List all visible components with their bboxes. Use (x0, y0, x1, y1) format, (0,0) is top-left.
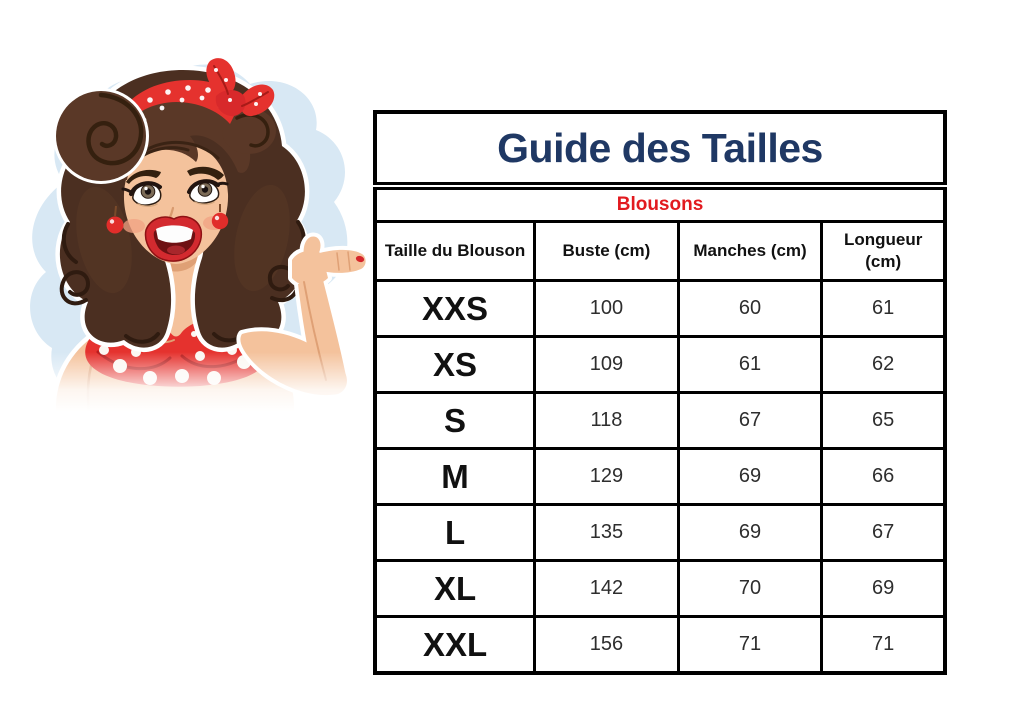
sleeves-cell: 70 (678, 561, 822, 617)
column-header-size: Taille du Blouson (375, 222, 535, 281)
size-cell: XXS (375, 281, 535, 337)
pinup-illustration (0, 0, 373, 460)
column-header-sleeves: Manches (cm) (678, 222, 822, 281)
table-row (375, 393, 945, 449)
length-cell: 61 (822, 281, 945, 337)
sleeves-cell: 69 (678, 449, 822, 505)
size-cell: XL (375, 561, 535, 617)
length-cell: 62 (822, 337, 945, 393)
size-cell: L (375, 505, 535, 561)
bust-cell: 118 (535, 393, 679, 449)
table-row (375, 505, 945, 561)
length-cell: 66 (822, 449, 945, 505)
bust-cell: 142 (535, 561, 679, 617)
left-blush (123, 219, 145, 233)
sleeves-cell: 69 (678, 505, 822, 561)
size-cell: S (375, 393, 535, 449)
header-row (375, 222, 945, 281)
size-guide-table (373, 110, 947, 675)
sleeves-cell: 60 (678, 281, 822, 337)
victory-roll-curl (56, 91, 146, 181)
bust-cell: 129 (535, 449, 679, 505)
size-cell: M (375, 449, 535, 505)
category-label: Blousons (375, 186, 945, 222)
title-row (375, 112, 945, 186)
bottom-white (0, 430, 373, 460)
size-cell: XXL (375, 617, 535, 674)
table-row (375, 337, 945, 393)
column-header-bust: Buste (cm) (535, 222, 679, 281)
table-row (375, 617, 945, 674)
page-title: Guide des Tailles (375, 112, 945, 186)
length-cell: 71 (822, 617, 945, 674)
bust-cell: 156 (535, 617, 679, 674)
length-cell: 67 (822, 505, 945, 561)
table-row (375, 449, 945, 505)
size-cell: XS (375, 337, 535, 393)
sleeves-cell: 67 (678, 393, 822, 449)
teeth (156, 225, 193, 242)
table-row (375, 281, 945, 337)
category-row (375, 186, 945, 222)
column-header-length: Longueur (cm) (822, 222, 945, 281)
length-cell: 65 (822, 393, 945, 449)
sleeves-cell: 61 (678, 337, 822, 393)
sleeves-cell: 71 (678, 617, 822, 674)
bust-cell: 135 (535, 505, 679, 561)
bust-cell: 100 (535, 281, 679, 337)
length-cell: 69 (822, 561, 945, 617)
table-row (375, 561, 945, 617)
bust-cell: 109 (535, 337, 679, 393)
